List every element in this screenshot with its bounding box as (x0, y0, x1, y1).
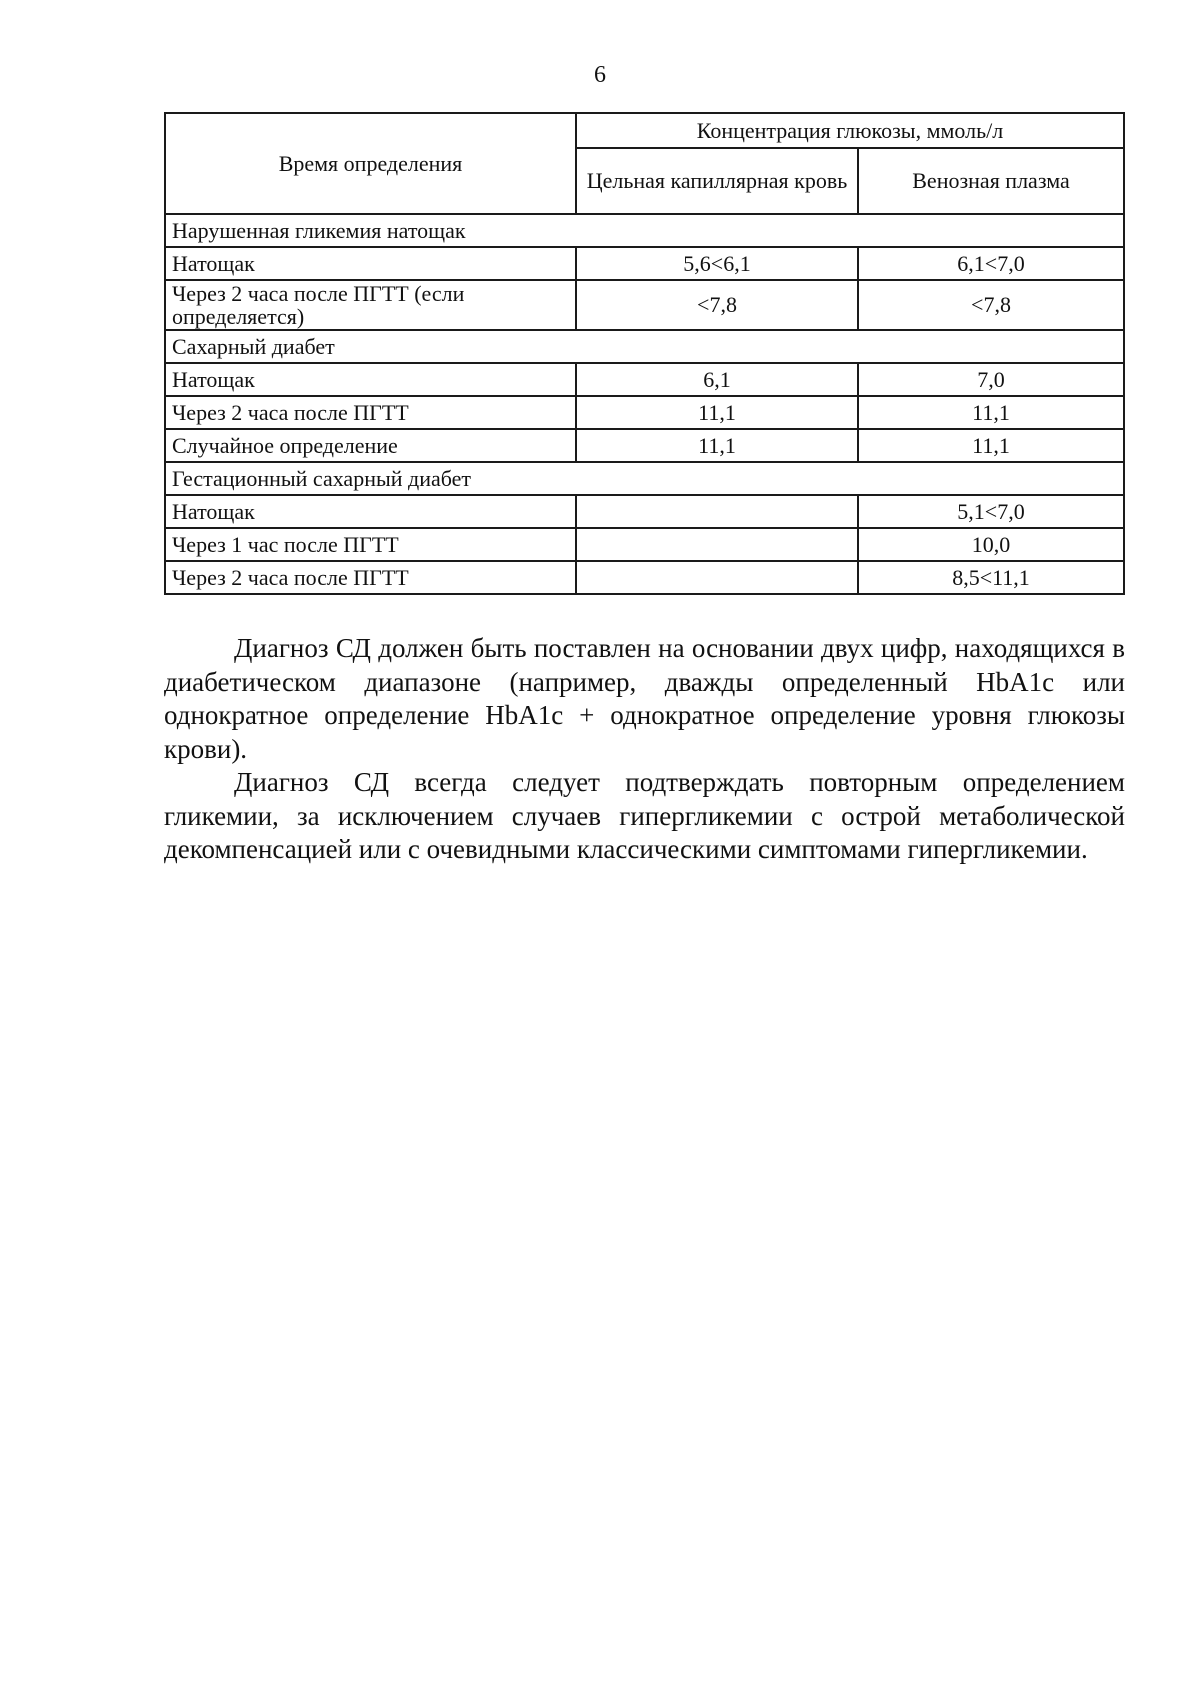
capillary-value (576, 561, 858, 594)
row-label: Натощак (165, 247, 576, 280)
table-row (165, 495, 1124, 528)
table-row (165, 247, 1124, 280)
table-row (165, 363, 1124, 396)
venous-value: 8,5<11,1 (858, 561, 1124, 594)
venous-value: 11,1 (858, 396, 1124, 429)
venous-value: 11,1 (858, 429, 1124, 462)
header-venous-plasma: Венозная плазма (858, 148, 1124, 214)
table-row (165, 561, 1124, 594)
venous-value: 7,0 (858, 363, 1124, 396)
section-row (165, 330, 1124, 363)
row-label: Натощак (165, 495, 576, 528)
section-title: Гестационный сахарный диабет (165, 462, 1124, 495)
capillary-value (576, 495, 858, 528)
row-label: Случайное определение (165, 429, 576, 462)
page-number: 6 (594, 62, 606, 88)
section-row (165, 462, 1124, 495)
row-label: Через 2 часа после ПГТТ (если определяется) (165, 280, 576, 330)
section-title: Сахарный диабет (165, 330, 1124, 363)
table-row (165, 396, 1124, 429)
venous-value: 10,0 (858, 528, 1124, 561)
venous-value: 6,1<7,0 (858, 247, 1124, 280)
table-row (165, 280, 1124, 330)
header-capillary-blood: Цельная капиллярная кровь (576, 148, 858, 214)
header-concentration: Концентрация глюкозы, ммоль/л (576, 113, 1124, 148)
paragraph: Диагноз СД всегда следует подтверждать повторным определением гликемии, за исключением случаев гипергликемии с острой метаболической декомпенсацией или с очевидными классическими симптомами гипергликемии. (164, 767, 1125, 864)
row-label: Через 1 час после ПГТТ (165, 528, 576, 561)
capillary-value (576, 528, 858, 561)
capillary-value: <7,8 (576, 280, 858, 330)
body-text (164, 632, 1125, 867)
header-time: Время определения (165, 113, 576, 214)
venous-value: 5,1<7,0 (858, 495, 1124, 528)
row-label: Через 2 часа после ПГТТ (165, 396, 576, 429)
capillary-value: 5,6<6,1 (576, 247, 858, 280)
glucose-criteria-table (164, 112, 1125, 595)
section-title: Нарушенная гликемия натощак (165, 214, 1124, 247)
table-row (165, 528, 1124, 561)
section-row (165, 214, 1124, 247)
capillary-value: 6,1 (576, 363, 858, 396)
paragraph: Диагноз СД должен быть поставлен на основании двух цифр, находящихся в диабетическом диапазоне (например, дважды определенный HbA1c или однократное определение HbA1c + однократное определение уровня глюкозы крови). (164, 633, 1125, 764)
table-row (165, 429, 1124, 462)
row-label: Натощак (165, 363, 576, 396)
capillary-value: 11,1 (576, 396, 858, 429)
venous-value: <7,8 (858, 280, 1124, 330)
row-label: Через 2 часа после ПГТТ (165, 561, 576, 594)
capillary-value: 11,1 (576, 429, 858, 462)
